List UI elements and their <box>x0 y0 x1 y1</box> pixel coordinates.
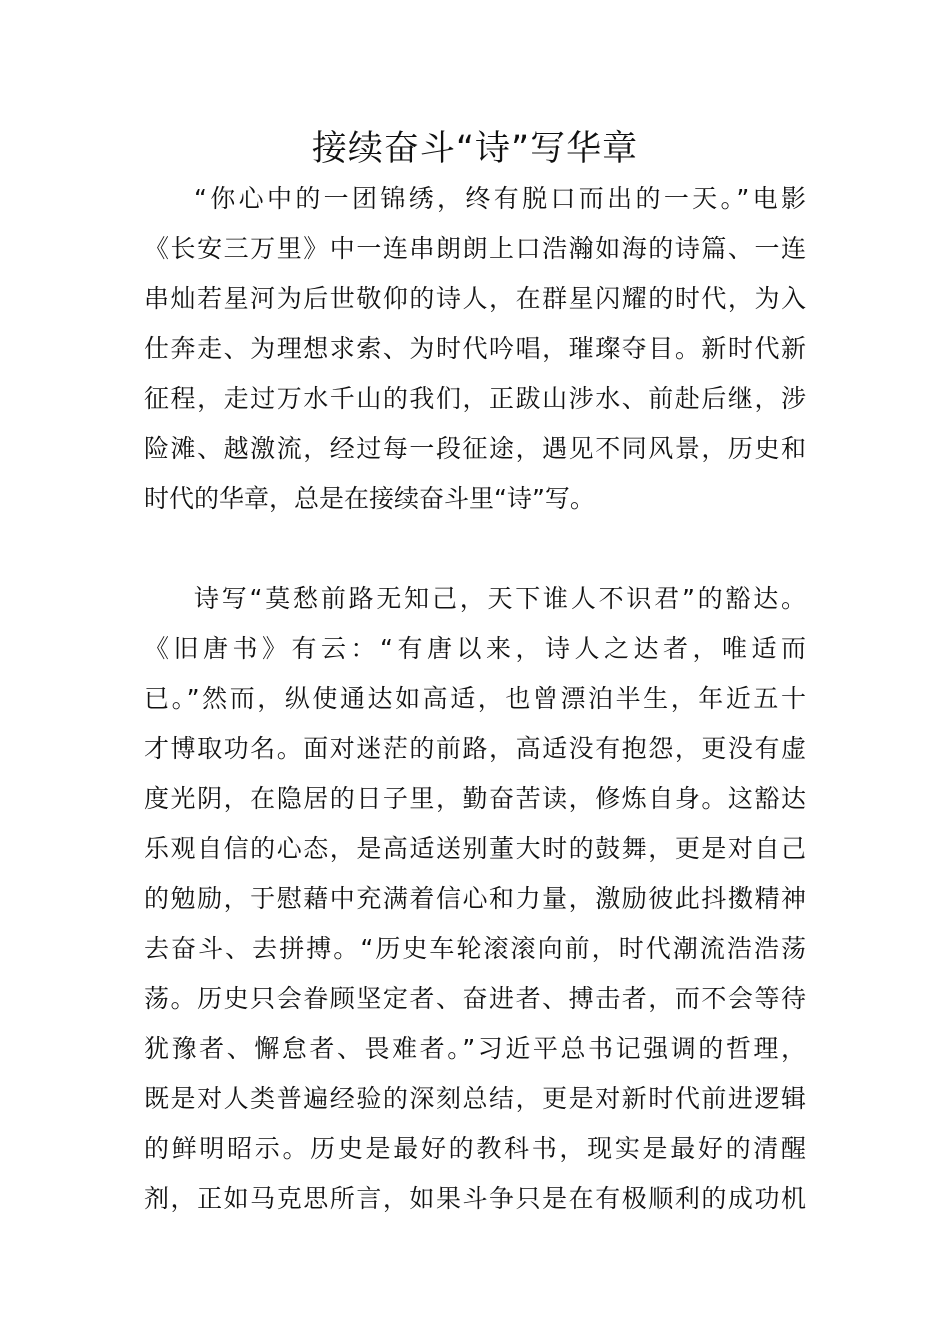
paragraph-line: 《长安三万里》中一连串朗朗上口浩瀚如海的诗篇、一连 <box>144 234 806 263</box>
paragraph-line: 才博取功名。面对迷茫的前路，高适没有抱怨，更没有虚 <box>144 734 806 763</box>
paragraph-line: 时代的华章，总是在接续奋斗里“诗”写。 <box>144 484 595 513</box>
paragraph-1 <box>144 174 806 524</box>
paragraph-line: 《旧唐书》有云：“有唐以来，诗人之达者，唯适而 <box>144 634 806 663</box>
paragraph-line: 的鲜明昭示。历史是最好的教科书，现实是最好的清醒 <box>144 1134 806 1163</box>
paragraph-line: “你心中的一团锦绣，终有脱口而出的一天。”电影 <box>194 184 806 213</box>
paragraph-line: 险滩、越激流，经过每一段征途，遇见不同风景，历史和 <box>144 434 806 463</box>
paragraph-line: 征程，走过万水千山的我们，正跋山涉水、前赴后继，涉 <box>144 384 806 413</box>
paragraph-line: 荡。历史只会眷顾坚定者、奋进者、搏击者，而不会等待 <box>144 984 806 1013</box>
paragraph-line: 诗写“莫愁前路无知己，天下谁人不识君”的豁达。 <box>194 584 806 613</box>
paragraph-line: 犹豫者、懈怠者、畏难者。”习近平总书记强调的哲理， <box>144 1034 806 1063</box>
paragraph-line: 既是对人类普遍经验的深刻总结，更是对新时代前进逻辑 <box>144 1084 806 1113</box>
paragraph-line: 剂，正如马克思所言，如果斗争只是在有极顺利的成功机 <box>144 1184 806 1213</box>
document-title: 接续奋斗“诗”写华章 <box>311 129 639 169</box>
paragraph-line: 去奋斗、去拼搏。“历史车轮滚滚向前，时代潮流浩浩荡 <box>144 934 806 963</box>
paragraph-line: 串灿若星河为后世敬仰的诗人，在群星闪耀的时代，为入 <box>144 284 806 313</box>
paragraph-2 <box>144 574 806 1224</box>
paragraph-line: 已。”然而，纵使通达如高适，也曾漂泊半生，年近五十 <box>144 684 806 713</box>
paragraph-line: 仕奔走、为理想求索、为时代吟唱，璀璨夺目。新时代新 <box>144 334 806 363</box>
paragraph-line: 乐观自信的心态，是高适送别董大时的鼓舞，更是对自己 <box>144 834 806 863</box>
paragraph-line: 的勉励，于慰藉中充满着信心和力量，激励彼此抖擞精神 <box>144 884 806 913</box>
paragraph-line: 度光阴，在隐居的日子里，勤奋苦读，修炼自身。这豁达 <box>144 784 806 813</box>
